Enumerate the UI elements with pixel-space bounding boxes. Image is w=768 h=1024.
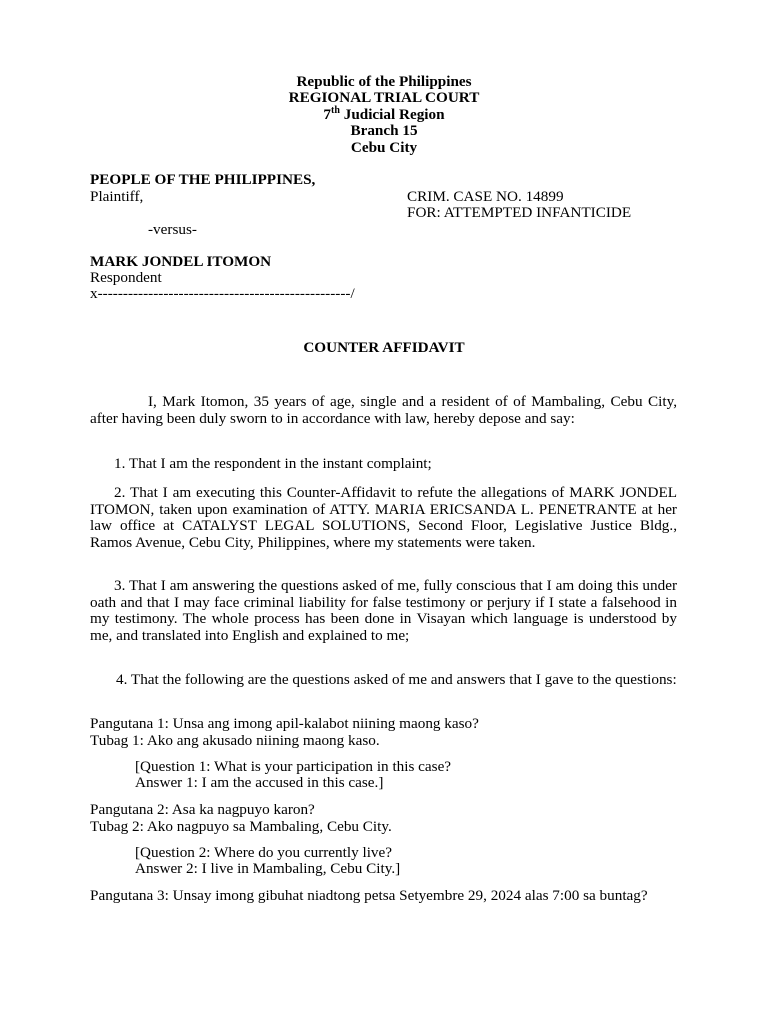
question-1-visayan: Pangutana 1: Unsa ang imong apil-kalabot niining maong kaso? (90, 715, 479, 732)
case-offense: FOR: ATTEMPTED INFANTICIDE (407, 204, 632, 221)
caption-republic: Republic of the Philippines (296, 73, 472, 90)
question-3-text: Pangutana 3: Unsay imong gibuhat niadtong petsa Setyembre 29, 2024 alas 7:00 sa buntag? (90, 887, 648, 904)
question-1-english: [Question 1: What is your participation in this case? (135, 758, 452, 775)
caption-separator: x--------------------------------------------------/ (90, 285, 355, 302)
versus-label: -versus- (148, 221, 197, 238)
respondent-role: Respondent (90, 269, 162, 286)
case-number: CRIM. CASE NO. 14899 (407, 188, 564, 205)
item-1-text: 1. That I am the respondent in the instant complaint; (114, 455, 432, 472)
item-2-text: 2. That I am executing this Counter-Affidavit to refute the allegations of MARK JONDEL ITOMON, taken upon examination of ATTY. MARIA ERICSANDA L. PENETRANTE at her law office at CATALYST LEGAL SOLUTIONS, Second Floor, Legislative Justice Bldg., Ramos Avenue, Cebu City, Philippines, where my statements were taken. (90, 484, 677, 551)
caption-city: Cebu City (350, 138, 418, 156)
item-4-text: 4. That the following are the questions asked of me and answers that I gave to the questions: (116, 671, 677, 688)
question-3-visayan (90, 888, 677, 905)
intro-text: I, Mark Itomon, 35 years of age, single and a resident of of Mambaling, Cebu City, after having been duly sworn to in accordance with law, hereby depose and say: (90, 393, 677, 427)
caption-region-suffix: th (331, 104, 340, 116)
answer-1-english: Answer 1: I am the accused in this case.] (135, 774, 384, 791)
caption-court: REGIONAL TRIAL COURT (288, 89, 480, 107)
caption-region (0, 104, 768, 123)
plaintiff-role: Plaintiff, (90, 188, 144, 205)
question-2-english: [Question 2: Where do you currently live? (135, 844, 392, 861)
caption-region-number: 7 (323, 105, 332, 123)
answer-2-visayan: Tubag 2: Ako nagpuyo sa Mambaling, Cebu City. (90, 818, 392, 835)
answer-2-english: Answer 2: I live in Mambaling, Cebu City.] (135, 860, 401, 877)
document-title: COUNTER AFFIDAVIT (303, 339, 465, 356)
intro-paragraph (90, 394, 677, 427)
caption-region-label: Judicial Region (339, 105, 445, 123)
caption-branch: Branch 15 (350, 122, 418, 140)
item-1 (90, 456, 677, 473)
question-2-visayan: Pangutana 2: Asa ka nagpuyo karon? (90, 801, 315, 818)
court-caption (0, 74, 768, 156)
item-3-text: 3. That I am answering the questions asked of me, fully conscious that I am doing this under oath and that I may face criminal liability for false testimony or perjury if I state a falsehood in my testimony. The whole process has been done in Visayan which language is understood by me, and translated into English and explained to me; (90, 577, 677, 644)
item-2 (90, 485, 677, 551)
item-3 (90, 578, 677, 644)
plaintiff-name: PEOPLE OF THE PHILIPPINES, (90, 171, 316, 188)
item-4 (90, 672, 677, 689)
respondent-name: MARK JONDEL ITOMON (90, 253, 272, 270)
answer-1-visayan: Tubag 1: Ako ang akusado niining maong kaso. (90, 732, 380, 749)
